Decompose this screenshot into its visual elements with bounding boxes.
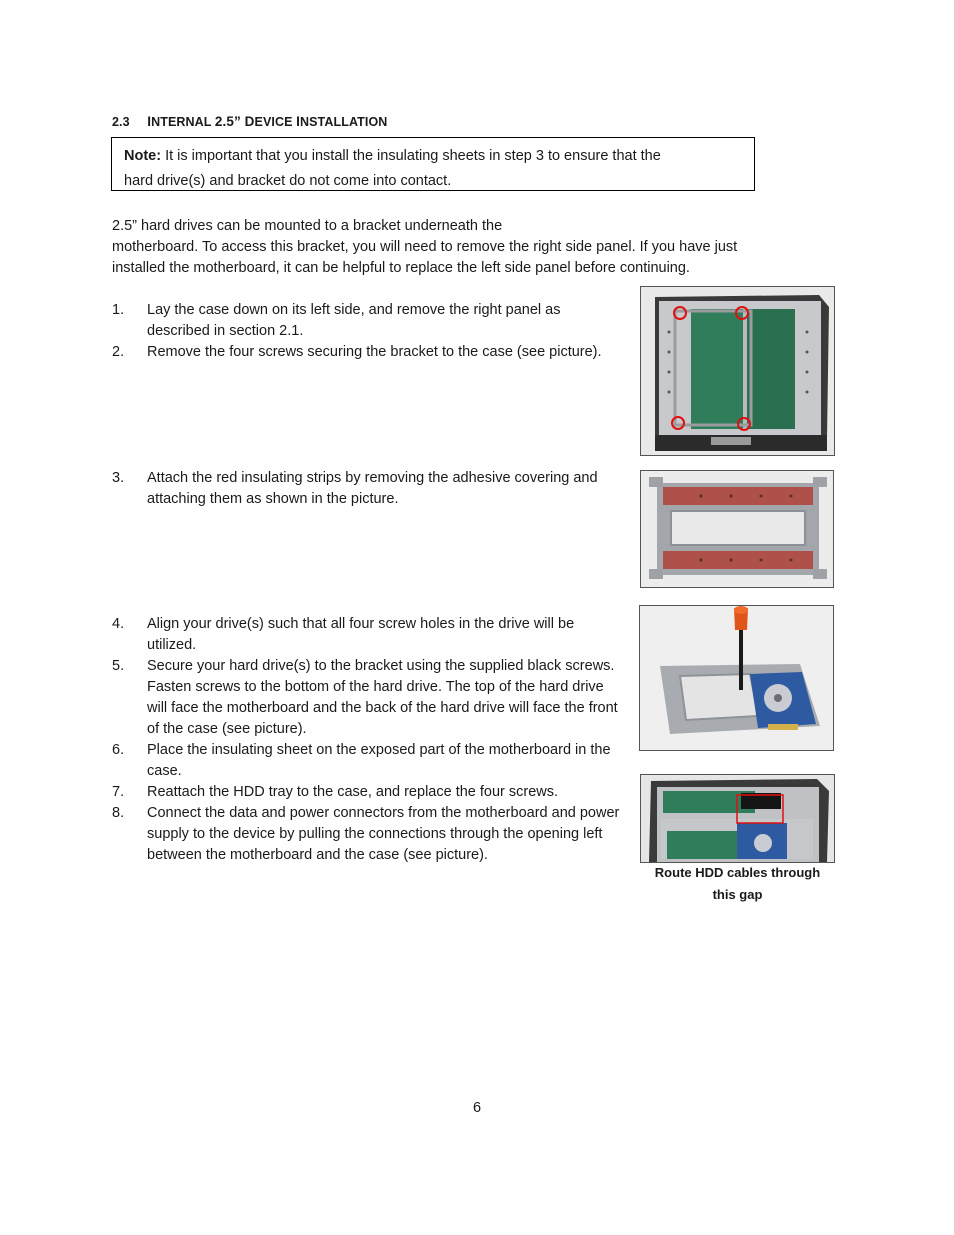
- section-number: 2.3: [112, 115, 130, 129]
- title-part: NSTALLATION: [299, 115, 388, 129]
- step-text: Connect the data and power connectors from the motherboard and power supply to the device by pulling the connections through the opening left between the motherboard and the case (see picture).: [147, 805, 620, 863]
- intro-line: 2.5” hard drives can be mounted to a bracket underneath the: [112, 218, 503, 234]
- steps-group-3: [112, 614, 624, 866]
- step-text: Lay the case down on its left side, and remove the right panel as described in section 2.1.: [147, 302, 561, 339]
- section-heading: [112, 114, 387, 129]
- note-line-1: [124, 144, 742, 169]
- note-label: Note:: [124, 148, 162, 164]
- section-title: [144, 115, 388, 129]
- photo-screwdriver-hdd: [639, 605, 834, 751]
- list-item: [112, 803, 624, 866]
- step-text: Remove the four screws securing the bracket to the case (see picture).: [147, 344, 602, 360]
- steps-group-1: [112, 300, 607, 363]
- steps-group-2: [112, 468, 612, 510]
- list-item: [112, 468, 612, 510]
- caption-line: Route HDD cables through: [654, 865, 821, 880]
- caption-line: this gap: [712, 887, 763, 902]
- step-text: Secure your hard drive(s) to the bracket using the supplied black screws. Fasten screws to the bottom of the hard drive. The top of the hard drive will face the motherboard and the back of the hard drive will face the front of the case (see picture).: [147, 658, 618, 737]
- step-number: 7.: [112, 784, 125, 800]
- title-part: I: [147, 114, 152, 129]
- screwdriver-hdd-illustration: [640, 606, 833, 750]
- bracket-strips-illustration: [641, 471, 833, 587]
- title-part: NTERNAL: [151, 115, 215, 129]
- page-number: 6: [472, 1100, 482, 1116]
- photo-cable-gap: [640, 774, 835, 863]
- photo-insulating-strips: [640, 470, 834, 588]
- intro-line: motherboard. To access this bracket, you will need to remove the right side panel. If you have just: [112, 239, 738, 255]
- title-part: EVICE: [254, 115, 297, 129]
- note-box: [111, 137, 755, 191]
- step-text: Place the insulating sheet on the exposed part of the motherboard in the case.: [147, 742, 611, 779]
- photo-caption: [640, 862, 835, 906]
- step-text: Attach the red insulating strips by removing the adhesive covering and attaching them as shown in the picture.: [147, 470, 598, 507]
- case-bracket-illustration: [641, 287, 834, 455]
- list-item: [112, 342, 607, 363]
- step-number: 2.: [112, 344, 125, 360]
- note-line-2: hard drive(s) and bracket do not come into contact.: [124, 173, 452, 189]
- list-item: [112, 656, 624, 740]
- intro-line: installed the motherboard, it can be helpful to replace the left side panel before continuing.: [112, 260, 690, 276]
- step-number: 5.: [112, 658, 125, 674]
- step-text: Reattach the HDD tray to the case, and replace the four screws.: [147, 784, 559, 800]
- intro-paragraph: [112, 216, 832, 279]
- title-part: 2.5” D: [214, 114, 255, 129]
- list-item: [112, 782, 624, 803]
- cable-gap-illustration: [641, 775, 834, 862]
- title-part: I: [296, 114, 300, 129]
- step-number: 8.: [112, 805, 125, 821]
- note-text: It is important that you install the insulating sheets in step 3 to ensure that the: [161, 148, 661, 164]
- photo-case-bracket-screws: [640, 286, 835, 456]
- list-item: [112, 740, 624, 782]
- list-item: [112, 614, 624, 656]
- step-text: Align your drive(s) such that all four screw holes in the drive will be utilized.: [147, 616, 575, 653]
- step-number: 6.: [112, 742, 125, 758]
- step-number: 1.: [112, 302, 125, 318]
- step-number: 3.: [112, 470, 125, 486]
- step-number: 4.: [112, 616, 125, 632]
- list-item: [112, 300, 607, 342]
